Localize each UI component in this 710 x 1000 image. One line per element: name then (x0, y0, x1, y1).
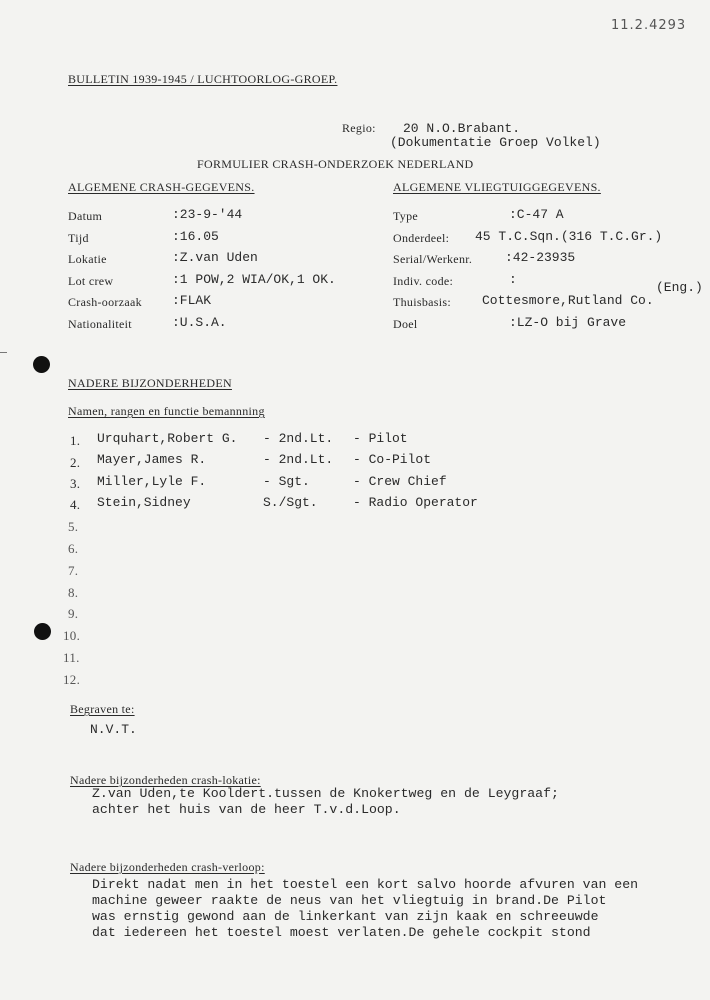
field-value: :23-9-'44 (172, 207, 243, 222)
archive-number: 11.2.4293 (611, 18, 687, 33)
crew-rank: S./Sgt. (263, 495, 318, 510)
course-header: Nadere bijzonderheden crash-verloop: (70, 860, 265, 874)
crew-function: - Co-Pilot (353, 452, 432, 467)
crew-number-empty: 6. (68, 541, 79, 556)
crew-number: 4. (70, 497, 81, 512)
punch-hole (33, 356, 50, 373)
crew-function: - Radio Operator (353, 495, 478, 510)
form-title: FORMULIER CRASH-ONDERZOEK NEDERLAND (197, 157, 474, 171)
margin-tick (0, 352, 7, 353)
field-label: Crash-oorzaak (68, 295, 142, 309)
crew-number-empty: 8. (68, 585, 79, 600)
general-crash-header: ALGEMENE CRASH-GEGEVENS. (68, 180, 255, 194)
punch-hole (34, 623, 51, 640)
crew-number-empty: 9. (68, 606, 79, 621)
location-text: Z.van Uden,te Kooldert.tussen de Knokertweg en de Leygraaf; achter het huis van de heer T.v.d.Loop. (92, 786, 559, 817)
crew-name: Stein,Sidney (97, 495, 191, 510)
field-label: Lokatie (68, 252, 107, 266)
field-label: Doel (393, 317, 418, 331)
crew-name: Miller,Lyle F. (97, 474, 207, 489)
crew-number: 1. (70, 433, 81, 448)
field-value: :FLAK (172, 293, 212, 308)
field-label: Indiv. code: (393, 274, 454, 288)
crew-number-empty: 7. (68, 563, 79, 578)
crew-number-empty: 10. (63, 628, 81, 643)
region-label: Regio: (342, 121, 376, 135)
buried-value: N.V.T. (90, 722, 137, 737)
crew-rank: - 2nd.Lt. (263, 452, 334, 467)
field-label: Onderdeel: (393, 231, 450, 245)
field-value: :16.05 (172, 229, 219, 244)
field-note: (Eng.) (656, 280, 703, 295)
field-label: Type (393, 209, 419, 223)
field-value: :U.S.A. (172, 315, 227, 330)
crew-number: 3. (70, 476, 81, 491)
region-documentation: (Dokumentatie Groep Volkel) (390, 135, 601, 150)
field-label: Datum (68, 209, 103, 223)
field-value: :LZ-O bij Grave (509, 315, 627, 330)
buried-header: Begraven te: (70, 702, 135, 716)
crew-name: Mayer,James R. (97, 452, 207, 467)
field-label: Serial/Werkenr. (393, 252, 473, 266)
field-value: :C-47 A (509, 207, 564, 222)
field-value: 45 T.C.Sqn.(316 T.C.Gr.) (475, 229, 663, 244)
field-value: :Z.van Uden (172, 250, 258, 265)
field-value: : (509, 272, 517, 287)
field-label: Nationaliteit (68, 317, 132, 331)
crew-rank: - 2nd.Lt. (263, 431, 334, 446)
field-label: Tijd (68, 231, 89, 245)
course-text: Direkt nadat men in het toestel een kort salvo hoorde afvuren van een machine geweer raakte de neus van het vliegtuig in brand.De Pilot was ernstig gewond aan de linkerkant van zijn kaak en schreeuwde dat iedereen het toestel moest verlaten.De gehele cockpit stond (92, 877, 639, 940)
crew-number-empty: 12. (63, 672, 81, 687)
location-header: Nadere bijzonderheden crash-lokatie: (70, 773, 261, 787)
region-value: 20 N.O.Brabant. (403, 121, 521, 136)
crew-number-empty: 11. (63, 650, 80, 665)
general-aircraft-header: ALGEMENE VLIEGTUIGGEGEVENS. (393, 180, 601, 194)
crew-function: - Pilot (353, 431, 408, 446)
field-label: Lot crew (68, 274, 114, 288)
field-label: Thuisbasis: (393, 295, 451, 309)
crew-subheader: Namen, rangen en functie bemannning (68, 404, 265, 418)
field-value: Cottesmore,Rutland Co. (482, 293, 654, 308)
crew-rank: - Sgt. (263, 474, 310, 489)
crew-name: Urquhart,Robert G. (97, 431, 238, 446)
field-value: :42-23935 (505, 250, 576, 265)
crew-number: 2. (70, 455, 81, 470)
bulletin-title: BULLETIN 1939-1945 / LUCHTOORLOG-GROEP. (68, 72, 338, 86)
field-value: :1 POW,2 WIA/OK,1 OK. (172, 272, 336, 287)
crew-function: - Crew Chief (353, 474, 447, 489)
details-header: NADERE BIJZONDERHEDEN (68, 376, 232, 390)
crew-number-empty: 5. (68, 519, 79, 534)
